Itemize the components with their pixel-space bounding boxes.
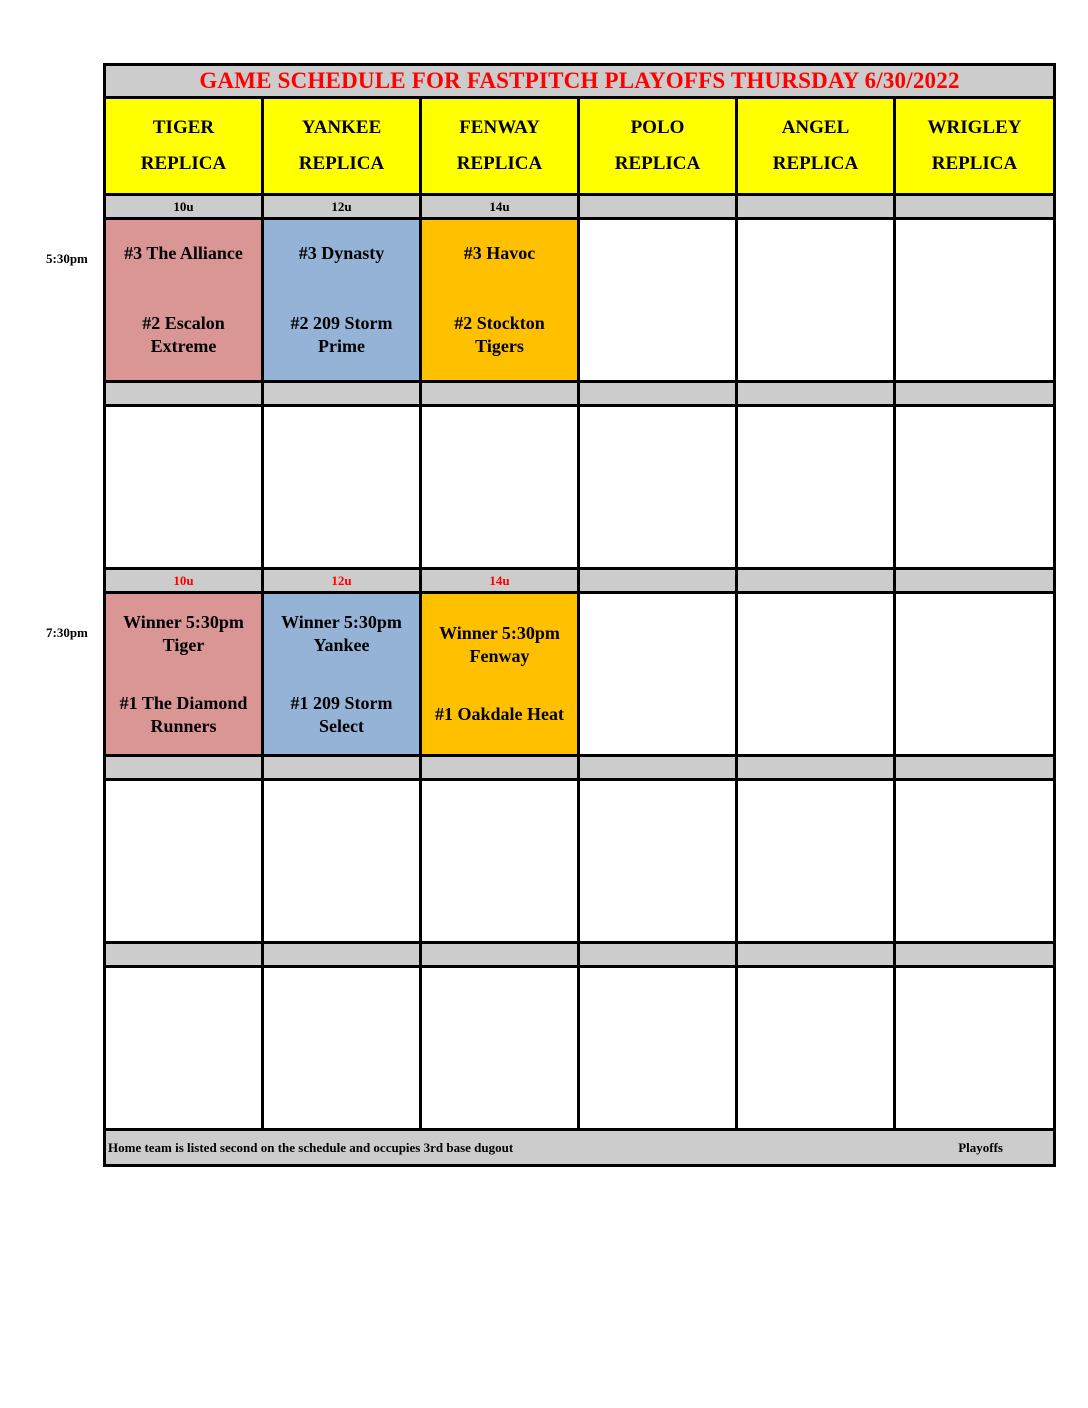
field-header-row — [106, 99, 1053, 196]
age-label: 10u — [106, 196, 264, 220]
game-row-530 — [106, 220, 1053, 383]
field-header-yankee: YANKEE REPLICA — [264, 99, 422, 196]
game-cell-empty — [738, 220, 896, 383]
field-header-fenway: FENWAY REPLICA — [422, 99, 580, 196]
field-header-polo: POLO REPLICA — [580, 99, 738, 196]
page-title: GAME SCHEDULE FOR FASTPITCH PLAYOFFS THURSDAY 6/30/2022 — [199, 68, 960, 93]
empty-row — [106, 968, 1053, 1131]
age-label — [580, 570, 738, 594]
age-label: 12u — [264, 196, 422, 220]
home-team: #1 209 Storm Select — [290, 692, 393, 736]
game-cell-fenway-530 — [422, 220, 580, 383]
age-label — [738, 570, 896, 594]
game-cell-tiger-530 — [106, 220, 264, 383]
title-bar — [106, 66, 1053, 99]
age-label — [896, 196, 1053, 220]
away-team: Winner 5:30pm Fenway — [439, 623, 560, 666]
game-row-730 — [106, 594, 1053, 757]
time-label-730: 7:30pm — [46, 625, 88, 640]
away-team: Winner 5:30pm Tiger — [123, 611, 244, 655]
footer-label: Playoffs — [958, 1139, 1003, 1155]
away-team: #3 Dynasty — [298, 243, 385, 263]
away-team: #3 The Alliance — [124, 243, 243, 263]
game-cell-yankee-730 — [264, 594, 422, 757]
band-row — [106, 383, 1053, 407]
game-cell-empty — [580, 594, 738, 757]
away-team: Winner 5:30pm Yankee — [281, 611, 402, 655]
empty-row — [106, 781, 1053, 944]
age-label — [580, 196, 738, 220]
age-label — [896, 570, 1053, 594]
age-label: 12u — [264, 570, 422, 594]
game-cell-tiger-730 — [106, 594, 264, 757]
empty-row — [106, 407, 1053, 570]
age-row-530 — [106, 196, 1053, 220]
game-cell-empty — [738, 594, 896, 757]
age-label — [738, 196, 896, 220]
field-header-tiger: TIGER REPLICA — [106, 99, 264, 196]
footer-bar — [106, 1131, 1053, 1164]
schedule-table — [103, 63, 1056, 1167]
game-cell-empty — [896, 220, 1053, 383]
home-team: #1 The Diamond Runners — [119, 692, 248, 736]
age-label: 10u — [106, 570, 264, 594]
footer-note: Home team is listed second on the schedule and occupies 3rd base dugout — [108, 1139, 514, 1155]
home-team: #2 Escalon Extreme — [142, 313, 225, 356]
age-row-730 — [106, 570, 1053, 594]
band-row — [106, 944, 1053, 968]
band-row — [106, 757, 1053, 781]
game-cell-yankee-530 — [264, 220, 422, 383]
field-header-angel: ANGEL REPLICA — [738, 99, 896, 196]
time-label-530: 5:30pm — [46, 251, 88, 266]
game-cell-empty — [896, 594, 1053, 757]
away-team: #3 Havoc — [463, 243, 536, 263]
home-team: #2 Stockton Tigers — [454, 313, 545, 356]
age-label: 14u — [422, 570, 580, 594]
home-team: #2 209 Storm Prime — [290, 313, 393, 356]
game-cell-empty — [580, 220, 738, 383]
age-label: 14u — [422, 196, 580, 220]
game-cell-fenway-730 — [422, 594, 580, 757]
field-header-wrigley: WRIGLEY REPLICA — [896, 99, 1053, 196]
home-team: #1 Oakdale Heat — [435, 704, 564, 724]
